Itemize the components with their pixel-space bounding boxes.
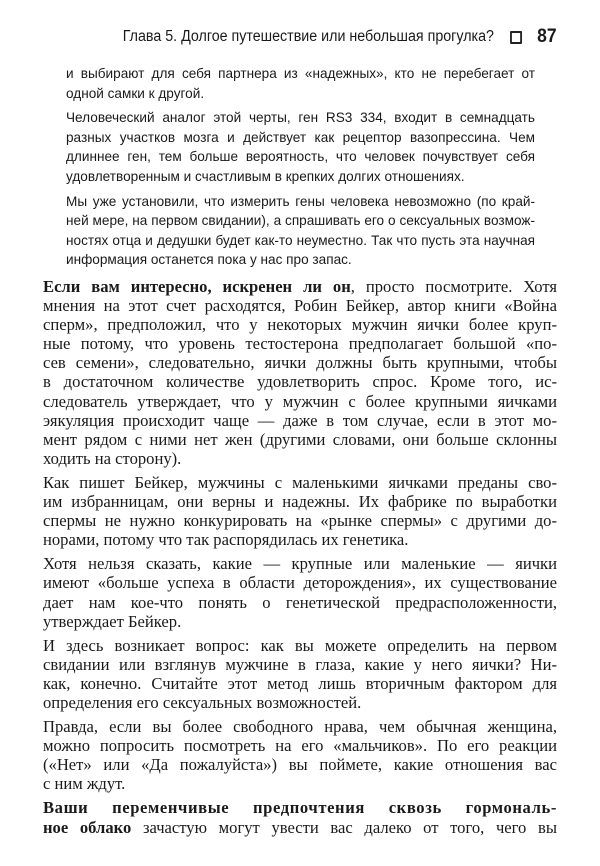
running-header xyxy=(123,26,557,48)
text-line: сев семени», следовательно, яички должны быть крупными, чтобы xyxy=(43,353,557,373)
text-line: в достаточном количестве удовлетворить спрос. Кроме того, ис- xyxy=(43,372,557,392)
text-line: одной самки к другой. xyxy=(66,85,205,101)
text-line: сперм», предположил, что у некоторых мужчин яички более круп- xyxy=(43,315,557,335)
text-line: мнения на этот счет расходятся, Робин Бейкер, автор книги «Война xyxy=(43,296,557,316)
text-line: Хотя нельзя сказать, какие — крупные или маленькие — яички xyxy=(43,554,557,574)
chapter-title: Глава 5. Долгое путешествие или небольшая прогулка? xyxy=(123,28,495,45)
text-line: разных участков мозга и действует как рецептор вазопрессина. Чем xyxy=(66,129,535,145)
text-line: имеют «больше успеха в области деторождения», их существование xyxy=(43,573,557,593)
bold-lead: Если вам интересно, искренен ли он xyxy=(43,277,351,296)
text-line: («Нет» или «Да пожалуйста») вы поймете, какие отношения вас xyxy=(43,755,557,775)
text-line: ней мере, на первом свидании), а спрашивать его о сексуальных возмож- xyxy=(66,213,535,229)
note-paragraph xyxy=(66,64,535,103)
text-line: ностях отца и дедушки будет как-то неуместно. Так что пусть эта научная xyxy=(66,232,535,248)
text-line: информация останется пока у нас про запас. xyxy=(66,252,352,268)
text-line xyxy=(43,277,557,296)
text-span: , просто посмотрите. Хотя xyxy=(350,277,557,296)
paragraph xyxy=(43,554,557,630)
bold-lead: Ваши переменчивые предпочтения сквозь гормональ- xyxy=(43,798,557,818)
text-line: можно попросить посмотреть на его «мальчиков». По его реакции xyxy=(43,736,557,756)
text-line: мент рядом с ними нет жен (другими словами, они больше склонны xyxy=(43,429,557,449)
text-line: ные потому, что уровень тестостерона предполагает большой «по- xyxy=(43,334,557,354)
text-line: с ним ждут. xyxy=(43,774,126,794)
body-text xyxy=(43,277,557,842)
note-paragraph xyxy=(66,192,535,270)
text-line: удовлетворенным и счастливым в крепких долгих отношениях. xyxy=(66,168,465,184)
text-line xyxy=(43,818,557,837)
bold-lead: ное облако xyxy=(43,817,132,837)
text-line: как, конечно. Считайте этот метод лишь вторичным фактором для xyxy=(43,673,557,693)
square-bullet-icon xyxy=(511,31,523,44)
text-line: И здесь возникает вопрос: как вы можете определить на первом xyxy=(43,635,557,655)
text-line: дает нам кое-что понять о генетической предрасположенности, xyxy=(43,592,557,612)
sidebar-note xyxy=(66,64,535,275)
text-line: свидании или взглянув мужчине в глаза, какие у него яички? Ни- xyxy=(43,654,557,674)
paragraph xyxy=(43,717,557,793)
text-line xyxy=(43,798,557,817)
text-line: длиннее ген, тем больше вероятность, что человек почувствует себя xyxy=(66,149,535,165)
paragraph xyxy=(43,798,557,836)
text-line: утверждает Бейкер. xyxy=(43,611,182,631)
paragraph xyxy=(43,277,557,468)
text-line: норами, потому что так распорядилась их генетика. xyxy=(43,530,409,550)
text-line: определения его сексуальных возможностей. xyxy=(43,692,362,712)
text-line: ходить на сторону). xyxy=(43,448,182,468)
note-paragraph xyxy=(66,108,535,186)
text-line: им избранницам, они верны и надежны. Их фабрике по выработки xyxy=(43,492,557,512)
text-line: Мы уже установили, что измерить гены человека невозможно (по край- xyxy=(66,193,535,209)
text-line: Правда, если вы более свободного нрава, чем обычная женщина, xyxy=(43,717,557,737)
text-line: и выбирают для себя партнера из «надежных», кто не перебегает от xyxy=(66,66,535,81)
text-line: следователь утверждает, что у мужчин с более крупными яичками xyxy=(43,391,557,411)
page-number: 87 xyxy=(537,26,557,47)
text-line: эякуляция происходит чаще — даже в том случае, если в этот мо- xyxy=(43,410,557,430)
text-line: Как пишет Бейкер, мужчины с маленькими яичками преданы сво- xyxy=(43,472,557,492)
text-line: Человеческий аналог этой черты, ген RS3 334, входит в семнадцать xyxy=(66,110,535,126)
paragraph xyxy=(43,473,557,549)
text-span: зачастую могут увести вас далеко от того, чего вы xyxy=(131,817,557,837)
paragraph xyxy=(43,636,557,712)
text-line: спермы не нужно конкурировать на «рынке спермы» с другими до- xyxy=(43,511,557,531)
